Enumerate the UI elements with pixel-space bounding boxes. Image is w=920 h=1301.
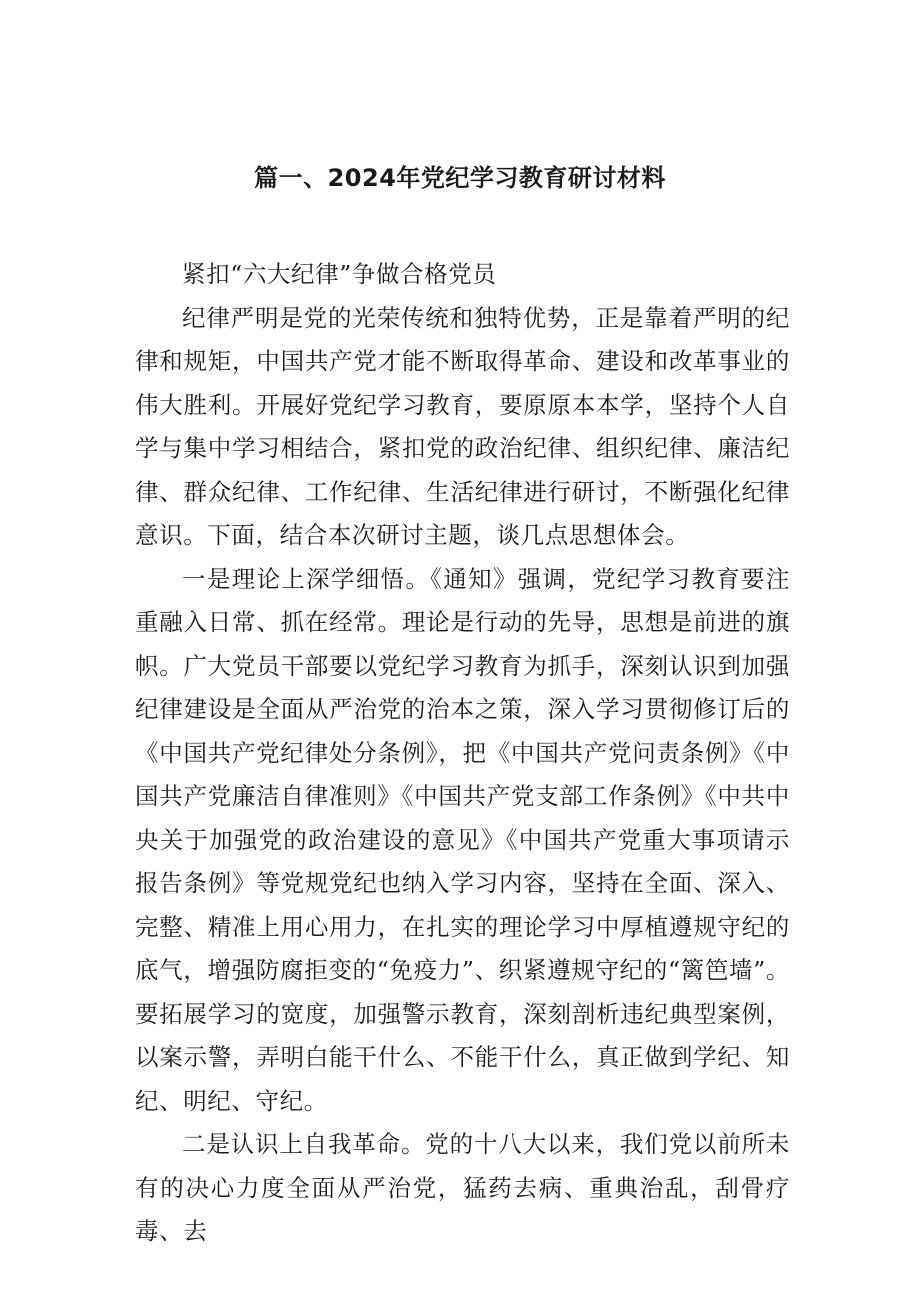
paragraph-subtitle: 紧扣“六大纪律”争做合格党员 — [182, 260, 497, 288]
document-body — [135, 253, 790, 1254]
paragraph-point-two: 二是认识上自我革命。党的十八大以来，我们党以前所未有的决心力度全面从严治党，猛药去病、重典治乱，刮骨疗毒、去 — [135, 1130, 790, 1245]
paragraph-intro: 纪律严明是党的光荣传统和独特优势，正是靠着严明的纪律和规矩，中国共产党才能不断取得革命、建设和改革事业的伟大胜利。开展好党纪学习教育，要原原本本学，坚持个人自学与集中学习相结合，紧扣党的政治纪律、组织纪律、廉洁纪律、群众纪律、工作纪律、生活纪律进行研讨，不断强化纪律意识。下面，结合本次研讨主题，谈几点思想体会。 — [135, 303, 790, 549]
paragraph-point-one: 一是理论上深学细悟。《通知》强调，党纪学习教育要注重融入日常、抓在经常。理论是行动的先导，思想是前进的旗帜。广大党员干部要以党纪学习教育为抓手，深刻认识到加强纪律建设是全面从严治党的治本之策，深入学习贯彻修订后的《中国共产党纪律处分条例》，把《中国共产党问责条例》《中国共产党廉洁自律准则》《中国共产党支部工作条例》《中共中央关于加强党的政治建设的意见》《中国共产党重大事项请示报告条例》等党规党纪也纳入学习内容，坚持在全面、深入、完整、精准上用心用力，在扎实的理论学习中厚植遵规守纪的底气，增强防腐拒变的“免疫力”、织紧遵规守纪的“篱笆墙”。要拓展学习的宽度，加强警示教育，深刻剖析违纪典型案例，以案示警，弄明白能干什么、不能干什么，真正做到学纪、知纪、明纪、守纪。 — [135, 564, 790, 1115]
document-title: 篇一、2024年党纪学习教育研讨材料 — [254, 164, 666, 192]
